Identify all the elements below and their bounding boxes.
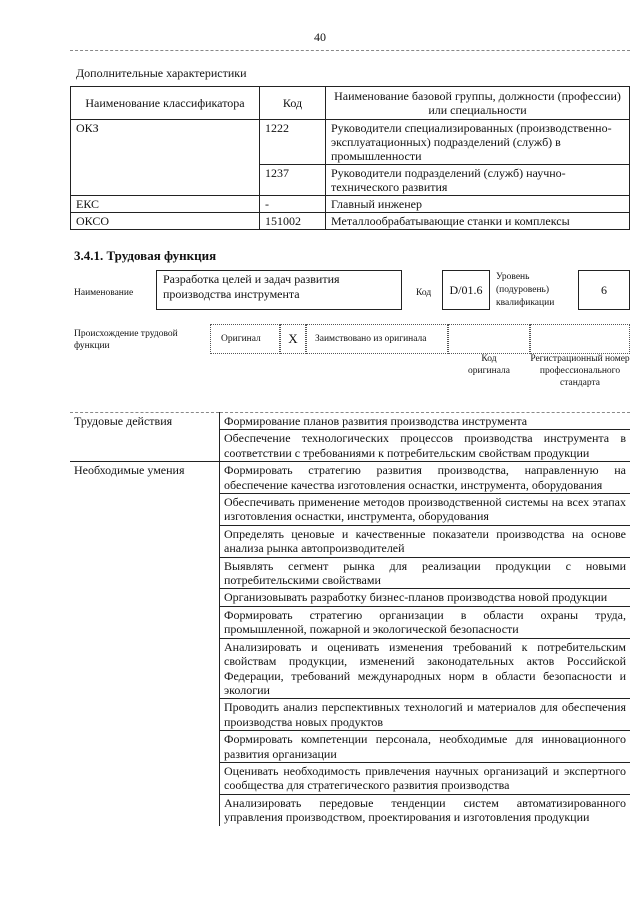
skill-item: Формировать стратегию организации в области охраны труда, промышленной, пожарной и экологической безопасности bbox=[220, 606, 631, 638]
action-item: Формирование планов развития производства инструмента bbox=[220, 413, 631, 430]
skill-item: Анализировать передовые тенденции систем автоматизированного управления производством, проектирования и изготовления продукции bbox=[220, 794, 631, 825]
cell-name: Руководители подразделений (служб) научно-технического развития bbox=[326, 165, 630, 196]
cell-classifier: ЕКС bbox=[71, 196, 260, 213]
skill-item: Выявлять сегмент рынка для реализации продукции с новыми потребительскими свойствами bbox=[220, 557, 631, 589]
additional-title: Дополнительные характеристики bbox=[76, 66, 247, 80]
page-number: 40 bbox=[314, 30, 326, 44]
skills-label: Необходимые умения bbox=[70, 462, 220, 826]
table-row bbox=[70, 462, 630, 494]
cell-name: Главный инженер bbox=[326, 196, 630, 213]
skill-item: Формировать стратегию развития производства, направленную на обеспечение качества изготовления оснастки, инструмента, оборудования bbox=[220, 462, 631, 494]
cell-classifier: ОКЗ bbox=[71, 120, 260, 196]
skill-item: Анализировать и оценивать изменения требований к потребительским свойствам продукции, изменений законодательных актов Российской Федерации, требований международных норм в области безопасности и экологии bbox=[220, 638, 631, 699]
cell-code: 151002 bbox=[260, 213, 326, 230]
original-label: Оригинал bbox=[210, 324, 280, 354]
header-name: Наименование базовой группы, должности (профессии) или специальности bbox=[326, 87, 630, 120]
skill-item: Обеспечивать применение методов производственной системы на всех этапах изготовления оснастки, инструмента, оборудования bbox=[220, 494, 631, 526]
table-row bbox=[71, 120, 630, 165]
cell-name: Металлообрабатывающие станки и комплексы bbox=[326, 213, 630, 230]
cell-code: - bbox=[260, 196, 326, 213]
cell-name: Руководители специализированных (производственно-эксплуатационных) подразделений (служб) в промышленности bbox=[326, 120, 630, 165]
name-label: Наименование bbox=[74, 288, 134, 298]
action-item: Обеспечение технологических процессов производства инструмента в соответствии с требованиями к потребительским свойствам продукции bbox=[220, 430, 631, 462]
origin-label: Происхождение трудовой функции bbox=[74, 329, 178, 351]
level-box: 6 bbox=[578, 270, 630, 310]
divider bbox=[70, 50, 630, 51]
code-box: D/01.6 bbox=[442, 270, 490, 310]
section-title: 3.4.1. Трудовая функция bbox=[74, 248, 217, 263]
table-row bbox=[70, 413, 630, 430]
code-label: Код bbox=[416, 288, 432, 298]
skill-item: Организовывать разработку бизнес-планов производства новой продукции bbox=[220, 589, 631, 606]
code-original-label: Код оригинала bbox=[468, 354, 510, 376]
classifier-table bbox=[70, 86, 630, 230]
reg-number-label: Регистрационный номер профессионального стандарта bbox=[530, 354, 630, 388]
table-row bbox=[71, 213, 630, 230]
skill-item: Оценивать необходимость привлечения научных организаций и экспертного сообщества для стратегического развития производства bbox=[220, 762, 631, 794]
header-classifier: Наименование классификатора bbox=[71, 87, 260, 120]
borrowed-label: Заимствовано из оригинала bbox=[306, 324, 448, 354]
level-label: Уровень (подуровень) квалификации bbox=[496, 272, 555, 308]
skill-item: Определять ценовые и качественные показатели производства на основе анализа рынка автопроизводителей bbox=[220, 525, 631, 557]
function-name-box: Разработка целей и задач развития производства инструмента bbox=[156, 270, 402, 310]
table-row bbox=[71, 196, 630, 213]
function-details-table bbox=[70, 412, 630, 826]
cell-code: 1222 bbox=[260, 120, 326, 165]
original-mark: X bbox=[280, 324, 306, 354]
actions-label: Трудовые действия bbox=[70, 413, 220, 462]
cell-code: 1237 bbox=[260, 165, 326, 196]
skill-item: Проводить анализ перспективных технологий и материалов для обеспечения производства новых продуктов bbox=[220, 699, 631, 731]
code-original-box bbox=[448, 324, 530, 354]
reg-number-box bbox=[530, 324, 630, 354]
cell-classifier: ОКСО bbox=[71, 213, 260, 230]
table-header-row bbox=[71, 87, 630, 120]
skill-item: Формировать компетенции персонала, необходимые для инновационного развития организации bbox=[220, 731, 631, 763]
header-code: Код bbox=[260, 87, 326, 120]
